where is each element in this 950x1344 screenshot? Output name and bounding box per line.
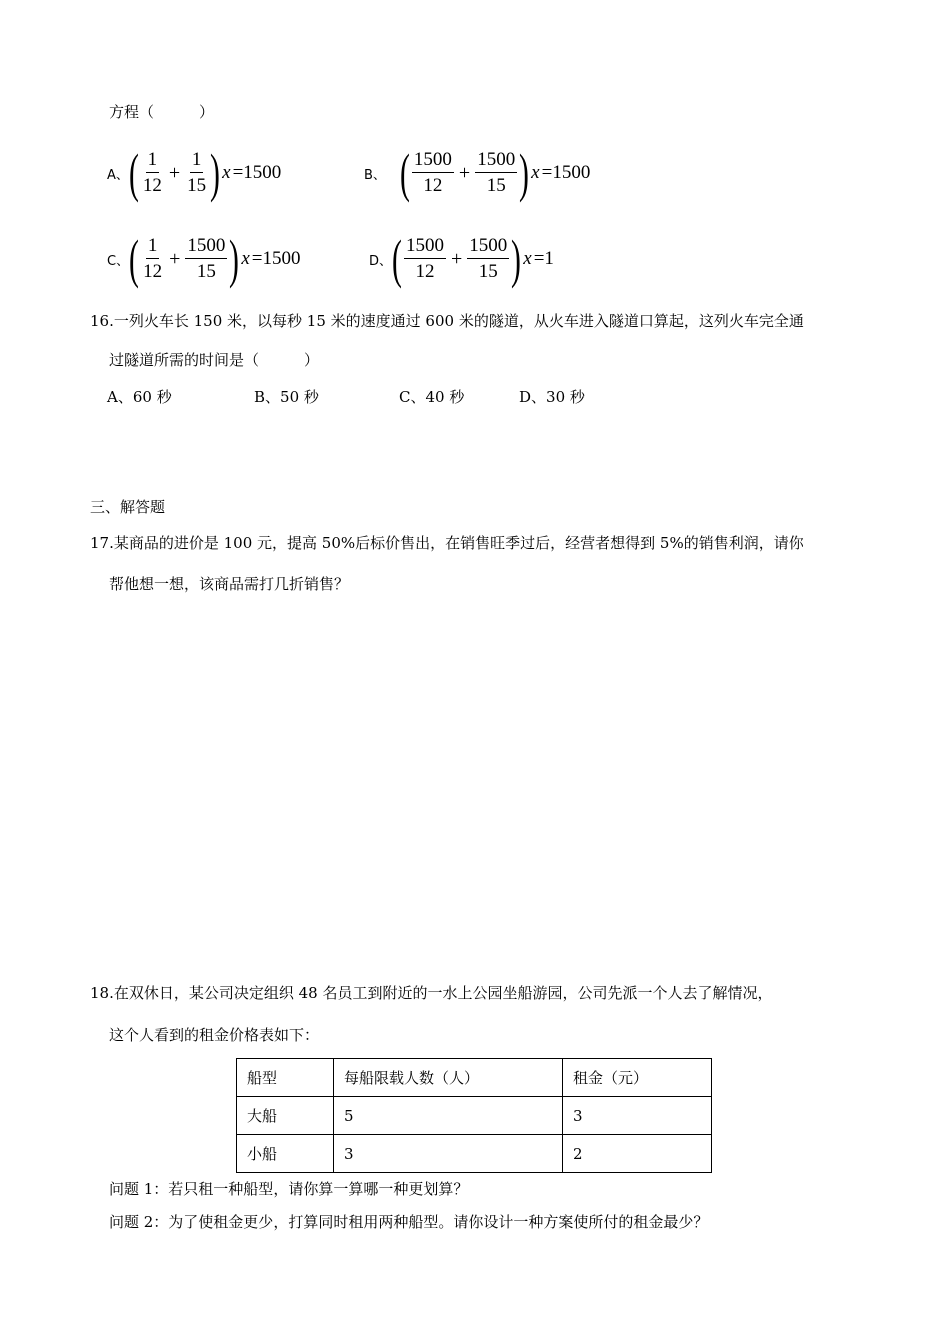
fraction bbox=[404, 236, 446, 282]
numerator: 1 bbox=[190, 150, 204, 173]
denominator: 12 bbox=[143, 261, 163, 282]
q16-option-d: D、30 秒 bbox=[519, 388, 585, 406]
right-hand-side: =1 bbox=[533, 248, 554, 269]
left-paren: ( bbox=[129, 229, 140, 289]
denominator: 15 bbox=[187, 175, 207, 196]
section-title: 三、解答题 bbox=[90, 498, 166, 516]
fraction bbox=[475, 150, 517, 196]
q15-stem-tail: 方程（ ） bbox=[109, 103, 215, 121]
plus-sign: + bbox=[168, 161, 181, 184]
numerator: 1 bbox=[146, 236, 160, 259]
denominator: 15 bbox=[478, 261, 498, 282]
variable: x bbox=[241, 248, 250, 269]
q18-question2: 问题 2：为了使租金更少，打算同时租用两种船型。请你设计一种方案使所付的租金最少？ bbox=[109, 1213, 709, 1231]
rental-price-table bbox=[236, 1058, 712, 1173]
fraction bbox=[141, 150, 164, 196]
left-paren: ( bbox=[399, 143, 410, 203]
table-cell: 2 bbox=[563, 1135, 712, 1173]
table-header-cell: 每船限载人数（人） bbox=[334, 1059, 563, 1097]
left-paren: ( bbox=[128, 143, 139, 203]
numerator: 1500 bbox=[404, 236, 446, 259]
q16-stem-line1: 16.一列火车长 150 米，以每秒 15 米的速度通过 600 米的隧道，从火车进入隧道口算起，这列火车完全通 bbox=[90, 312, 804, 330]
denominator: 15 bbox=[196, 261, 216, 282]
left-paren: ( bbox=[392, 229, 402, 289]
table-cell: 大船 bbox=[237, 1097, 334, 1135]
plus-sign: + bbox=[169, 247, 181, 270]
q18-stem-line1: 18.在双休日，某公司决定组织 48 名员工到附近的一水上公园坐船游园，公司先派一个人去了解情况， bbox=[90, 984, 773, 1002]
numerator: 1500 bbox=[185, 236, 227, 259]
table-header-row bbox=[237, 1059, 712, 1097]
denominator: 12 bbox=[423, 175, 443, 196]
table-row bbox=[237, 1135, 712, 1173]
right-paren: ) bbox=[511, 229, 522, 289]
variable: x bbox=[523, 248, 532, 269]
q16-stem-line2: 过隧道所需的时间是（ ） bbox=[109, 351, 320, 369]
fraction bbox=[141, 236, 164, 282]
q16-option-b: B、50 秒 bbox=[254, 388, 319, 406]
table-header-cell: 租金（元） bbox=[563, 1059, 712, 1097]
fraction bbox=[185, 150, 208, 196]
numerator: 1500 bbox=[475, 150, 517, 173]
table-cell: 小船 bbox=[237, 1135, 334, 1173]
numerator: 1500 bbox=[467, 236, 509, 259]
option-label: B、 bbox=[364, 167, 386, 183]
plus-sign: + bbox=[458, 161, 471, 184]
q17-stem-line1: 17.某商品的进价是 100 元，提高 50%后标价售出，在销售旺季过后，经营者想得到 5%的销售利润，请你 bbox=[90, 534, 804, 552]
plus-sign: + bbox=[451, 247, 463, 270]
right-paren: ) bbox=[519, 143, 530, 203]
right-hand-side: =1500 bbox=[251, 248, 301, 269]
q16-option-a: A、60 秒 bbox=[107, 388, 172, 406]
right-hand-side: =1500 bbox=[541, 162, 591, 183]
q15-option-d bbox=[369, 229, 554, 289]
option-label: D、 bbox=[369, 253, 393, 269]
denominator: 15 bbox=[486, 175, 506, 196]
q15-option-b bbox=[364, 143, 591, 203]
variable: x bbox=[222, 162, 231, 183]
table-cell: 3 bbox=[563, 1097, 712, 1135]
q15-option-a bbox=[107, 143, 282, 203]
denominator: 12 bbox=[142, 175, 162, 196]
table-cell: 5 bbox=[334, 1097, 563, 1135]
table-header-cell: 船型 bbox=[237, 1059, 334, 1097]
denominator: 12 bbox=[415, 261, 435, 282]
variable: x bbox=[531, 162, 540, 183]
right-hand-side: =1500 bbox=[232, 162, 282, 183]
fraction bbox=[185, 236, 227, 282]
option-label: C、 bbox=[107, 253, 130, 269]
right-paren: ) bbox=[229, 229, 240, 289]
q17-stem-line2: 帮他想一想，该商品需打几折销售？ bbox=[109, 575, 350, 593]
numerator: 1 bbox=[146, 150, 160, 173]
table-cell: 3 bbox=[334, 1135, 563, 1173]
option-label: A、 bbox=[107, 167, 129, 183]
fraction bbox=[467, 236, 509, 282]
numerator: 1500 bbox=[412, 150, 454, 173]
fraction bbox=[412, 150, 454, 196]
q15-option-c bbox=[107, 229, 301, 289]
q16-option-c: C、40 秒 bbox=[399, 388, 465, 406]
q18-question1: 问题 1：若只租一种船型，请你算一算哪一种更划算？ bbox=[109, 1180, 469, 1198]
right-paren: ) bbox=[210, 143, 221, 203]
table-row bbox=[237, 1097, 712, 1135]
q18-stem-line2: 这个人看到的租金价格表如下： bbox=[109, 1026, 320, 1044]
